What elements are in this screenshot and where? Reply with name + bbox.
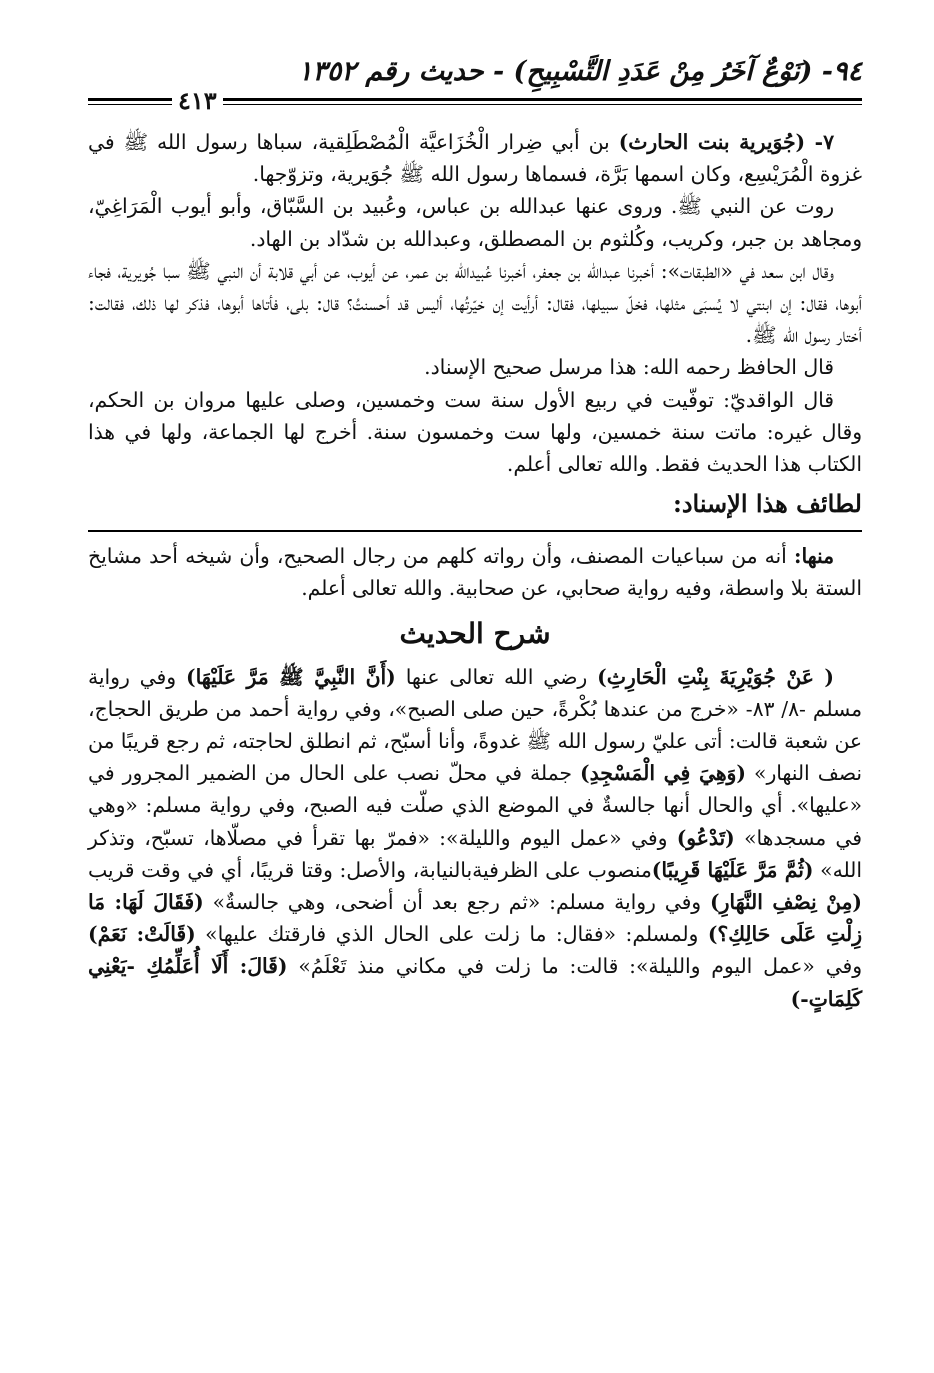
sharh-matn-3: (أَنَّ النَّبِيَّ ﷺ مَرَّ عَلَيْهَا) xyxy=(185,664,396,689)
page-number: ٤١٣ xyxy=(172,86,223,115)
section-rule xyxy=(88,530,862,532)
bio-paragraph-2: روت عن النبي ﷺ. وروى عنها عبدالله بن عباس، وعُبيد بن السَّبّاق، وأبو أيوب الْمَرَاغِيّ، ومجاهد بن جبر، وكريب، وكُلثوم بن المصطلق، وعبدالله بن شدّاد بن الهاد. xyxy=(88,194,862,251)
sharh-paragraph xyxy=(88,661,862,1015)
sharh-matn-17: (قَالَ: أَلَا أُعَلِّمُكِ -يَعْنِي كَلِمَاتٍ-) xyxy=(88,954,862,1011)
bio-paragraph-1-text: بن أبي ضِرار الْخُزَاعيَّة الْمُصْطَلِقية، سباها رسول الله ﷺ في غزوة الْمُرَيْسِع، وكان اسمها بَرَّة، فسماها رسول الله ﷺ جُوَيرية، وتزوّجها. xyxy=(88,130,862,187)
sharh-matn-7: (تَدْعُو) xyxy=(676,825,735,850)
bio-paragraph-4: قال الحافظ رحمه الله: هذا مرسل صحيح الإسناد. xyxy=(424,355,834,380)
sharh-text-16: وفي «عمل اليوم والليلة»: قالت: ما زلت في مكاني منذ تَعْلَمُ» xyxy=(287,954,862,979)
sharh-title: شرح الحديث xyxy=(399,616,551,650)
page-header xyxy=(88,52,862,115)
sharh-text-4: وفي رواية مسلم -٨/ ٨٣- «خرج من عندها بُكْرةً، حين صلى الصبح»، وفي رواية أحمد من طريق الحجاج، عن شعبة قالت: أتى عليّ رسول الله ﷺ غدوةً، وأنا أسبّح، ثم انطلق لحاجته، ثم رجع قريبًا من نصف النهار» xyxy=(88,664,863,786)
sharh-matn-1: ( عَنْ جُوَيْرِيَةَ بِنْتِ الْحَارِثِ) xyxy=(597,664,834,689)
sharh-text-12: وفي رواية مسلم: «ثم رجع بعد أن أضحى، وهي جالسةٌ» xyxy=(203,890,710,915)
page-body xyxy=(88,126,862,1015)
sharh-matn-5: (وَهِيَ فِي الْمَسْجِدِ) xyxy=(580,761,746,786)
lataif-paragraph xyxy=(88,540,862,604)
sharh-text-14: ولمسلم: «فقال: ما زلت على الحال الذي فارقتك عليها» xyxy=(195,922,708,947)
sharh-matn-15: (قَالَتْ: نَعَمْ) xyxy=(88,922,196,947)
sharh-matn-11: (مِنْ نِصْفِ النَّهَارِ) xyxy=(710,890,862,915)
narrator-name: ٧- (جُوَيرية بنت الحارث) xyxy=(618,130,835,154)
sharh-text-10: منصوب على الظرفيةبالنيابة، والأصل: وقتا قريبًا، أي في وقت قريب xyxy=(88,857,652,882)
running-title: ٩٤- (نَوْعٌ آخَرُ مِنْ عَدَدِ التَّسْبِيحِ) - حديث رقم ١٣٥٢ xyxy=(297,56,862,87)
lataif-lead: منها: xyxy=(794,544,834,569)
sharh-matn-9: (ثُمَّ مَرَّ عَلَيْهَا قَرِيبًا) xyxy=(651,857,814,882)
lataif-heading: لطائف هذا الإسناد: xyxy=(672,489,862,519)
bio-paragraph-5: قال الواقديّ: توفّيت في ربيع الأول سنة ست وخمسين، وصلى عليها مروان بن الحكم، وقال غيره: ماتت سنة خمسين، ولها ست وخمسون سنة. أخرج لها الجماعة، ولها في هذا الكتاب هذا الحديث فقط. والله تعالى أعلم. xyxy=(88,387,862,477)
bio-paragraph-3: وقال ابن سعد في «الطبقات»: أخبرنا عبدالله بن جعفر، أخبرنا عُبيدالله بن عمر، عن أيوب، عن أبي قلابة أن النبي ﷺ سبا جُويرية، فجاء أبوها، فقال: إن ابنتي لا يُسبَى مثلها، فخلّ سبيلها، فقال: أرأيت إن خيّرتُها، أليس قد أحسنتُ؟ قال: بلى، فأتاها أبوها، فذكر لها ذلك، فقالت: أختار رسول الله ﷺ. xyxy=(88,258,862,348)
sharh-matn-13: (فَقَالَ لَهَا: مَا زِلْتِ عَلَى حَالِكِ؟) xyxy=(88,890,862,947)
bio-paragraph-1 xyxy=(88,126,862,190)
sharh-text-2: رضي الله تعالى عنها xyxy=(395,664,598,689)
lataif-text: أنه من سباعيات المصنف، وأن رواته كلهم من رجال الصحيح، وأن شيخه أحد مشايخ الستة بلا واسطة، وفيه رواية صحابي، عن صحابية. والله تعالى أعلم. xyxy=(88,544,862,601)
sharh-text-6: جملة في محلّ نصب على الحال من الضمير المجرور في «عليها». أي والحال أنها جالسةٌ في الموضع الذي صلّت فيه الصبح، وفي رواية مسلم: «وهي في مسجدها» xyxy=(88,761,862,850)
sharh-text-8: وفي «عمل اليوم والليلة»: «فمرّ بها تقرأ في مصلّاها، تسبّح، وتذكر الله» xyxy=(88,825,862,882)
